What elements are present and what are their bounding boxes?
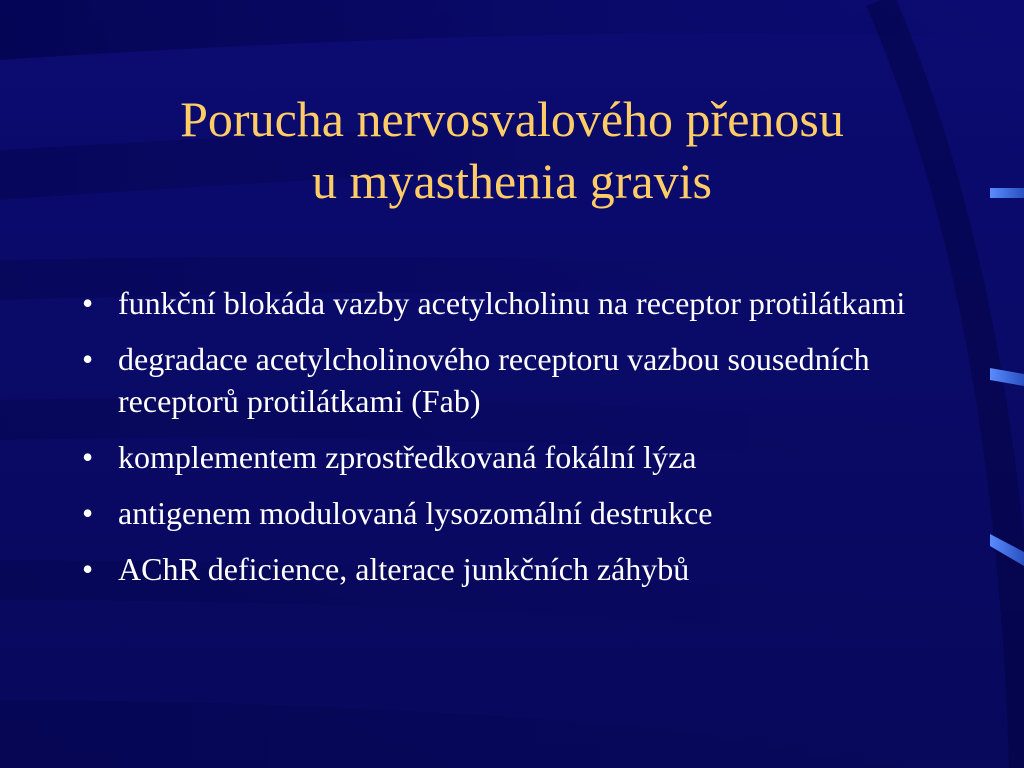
bullet-item (80, 436, 940, 478)
slide-title-line-1: Porucha nervosvalového přenosu (180, 91, 844, 147)
bullet-text: degradace acetylcholinového receptoru vazbou sousedních receptorů protilátkami (Fab) (118, 341, 870, 419)
bullet-text: funkční blokáda vazby acetylcholinu na receptor protilátkami (118, 285, 906, 321)
slide-title (0, 88, 1024, 212)
bullet-item (80, 548, 940, 590)
bullet-text: komplementem zprostředkovaná fokální lýza (118, 439, 697, 475)
bullet-icon: • (82, 285, 94, 321)
bullet-text: antigenem modulovaná lysozomální destrukce (118, 495, 713, 531)
bullet-icon: • (82, 551, 94, 587)
slide-title-line-2: u myasthenia gravis (312, 153, 712, 209)
bullet-icon: • (82, 341, 94, 377)
bullet-text: AChR deficience, alterace junkčních záhybů (118, 551, 690, 587)
bullet-list (80, 282, 940, 604)
bullet-item (80, 338, 940, 422)
bullet-icon: • (82, 439, 94, 475)
bg-band (0, 700, 1024, 768)
bullet-icon: • (82, 495, 94, 531)
bullet-item (80, 282, 940, 324)
bullet-item (80, 492, 940, 534)
